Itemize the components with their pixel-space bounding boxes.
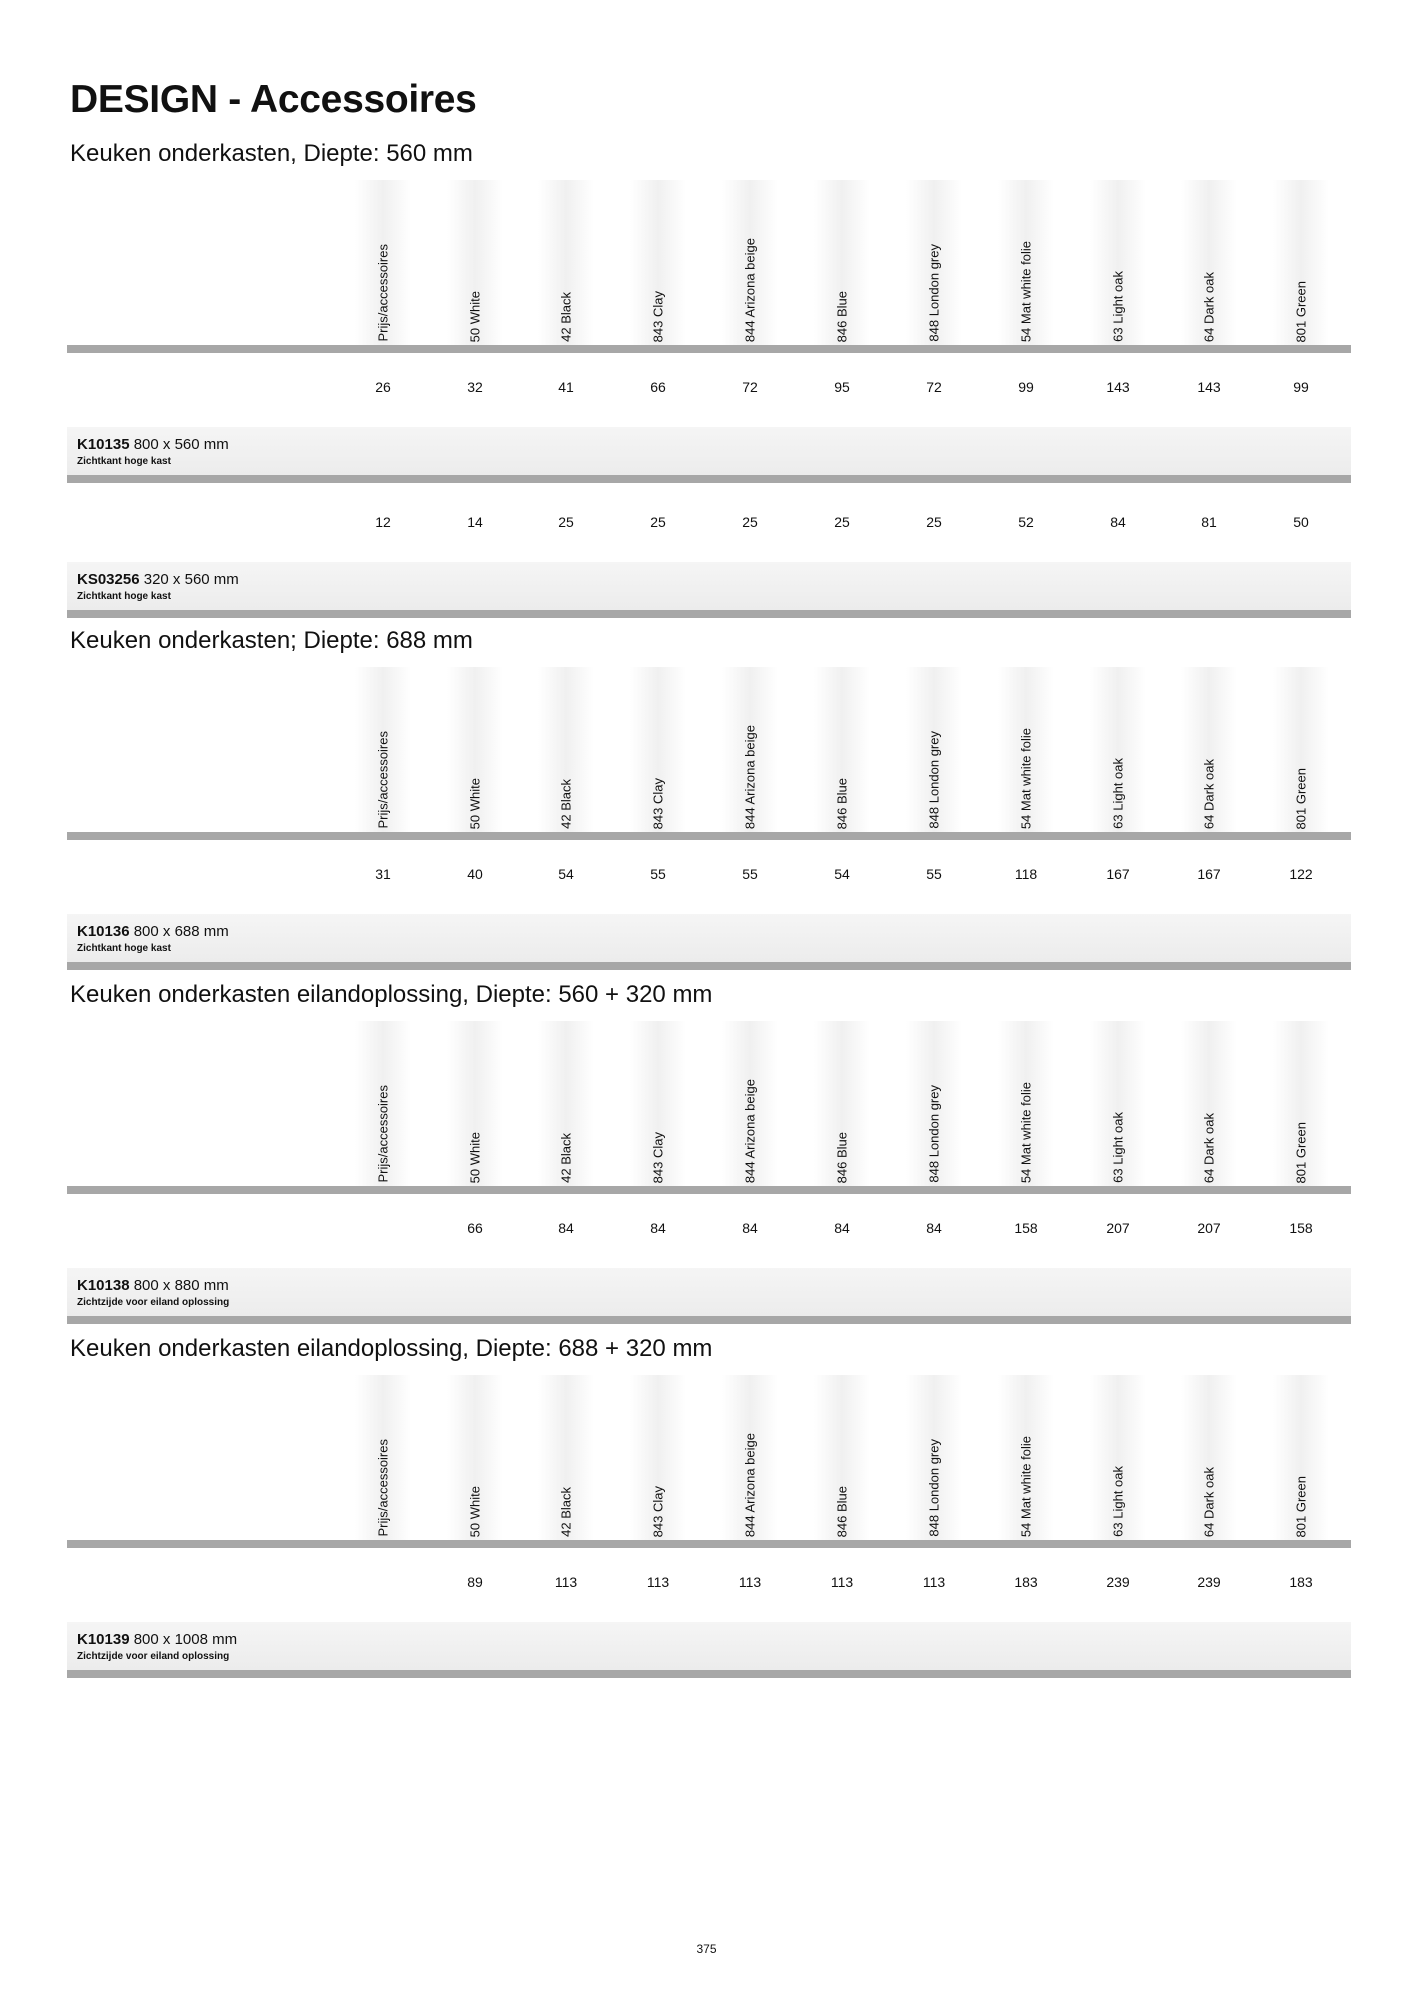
column-label: 848 London grey	[926, 1085, 942, 1183]
column-label: 54 Mat white folie	[1018, 727, 1034, 829]
price-row	[0, 1548, 1413, 1683]
column-header	[998, 1375, 1054, 1543]
column-header	[447, 180, 503, 348]
header-divider	[67, 832, 1351, 840]
column-label: 63 Light oak	[1110, 1112, 1126, 1183]
column-label: 64 Dark oak	[1201, 758, 1217, 829]
price-cell: 99	[1018, 379, 1034, 395]
row-divider	[67, 475, 1351, 483]
price-cell: 99	[1293, 379, 1309, 395]
price-cell: 84	[834, 1220, 850, 1236]
page-number: 375	[696, 1942, 717, 1956]
column-header-row	[0, 667, 1413, 835]
row-divider	[67, 962, 1351, 970]
price-section	[0, 140, 1413, 626]
column-label: 844 Arizona beige	[742, 1432, 758, 1537]
column-label: 843 Clay	[650, 1131, 666, 1183]
column-label: 846 Blue	[834, 290, 850, 342]
price-row	[0, 1194, 1413, 1329]
item-code-line	[77, 923, 229, 940]
column-header	[1273, 667, 1329, 835]
item-code: KS03256	[77, 571, 140, 588]
item-code: K10136	[77, 923, 130, 940]
price-cell: 72	[926, 379, 942, 395]
column-header-row	[0, 1021, 1413, 1189]
column-header	[906, 180, 962, 348]
column-label: 64 Dark oak	[1201, 1112, 1217, 1183]
column-header	[814, 1375, 870, 1543]
price-cell: 84	[742, 1220, 758, 1236]
price-cell: 113	[646, 1574, 670, 1590]
item-code: K10135	[77, 436, 130, 453]
price-cell: 12	[375, 514, 391, 530]
column-header	[355, 1021, 411, 1189]
page-title: DESIGN - Accessoires	[70, 78, 477, 121]
column-header	[998, 667, 1054, 835]
price-cell: 25	[742, 514, 758, 530]
column-label: Prijs/accessoires	[375, 1439, 391, 1537]
column-header	[722, 667, 778, 835]
column-header	[630, 180, 686, 348]
item-code-line	[77, 1277, 229, 1294]
item-size: 800 x 880 mm	[133, 1277, 229, 1294]
section-title: Keuken onderkasten, Diepte: 560 mm	[70, 140, 473, 167]
column-header	[1090, 1375, 1146, 1543]
column-label: 54 Mat white folie	[1018, 240, 1034, 342]
price-cell: 50	[1293, 514, 1309, 530]
section-title: Keuken onderkasten eilandoplossing, Diepte: 560 + 320 mm	[70, 981, 713, 1008]
column-label: 64 Dark oak	[1201, 271, 1217, 342]
price-cell: 14	[467, 514, 483, 530]
price-cell: 183	[1289, 1574, 1313, 1590]
price-cell: 55	[650, 866, 666, 882]
column-label: 50 White	[467, 290, 483, 342]
row-divider	[67, 610, 1351, 618]
price-cell: 84	[1110, 514, 1126, 530]
price-cell: 118	[1014, 866, 1038, 882]
price-row	[0, 840, 1413, 975]
column-header	[355, 180, 411, 348]
price-section	[0, 981, 1413, 1332]
column-header	[538, 1021, 594, 1189]
column-label: 63 Light oak	[1110, 758, 1126, 829]
price-cell: 207	[1106, 1220, 1130, 1236]
column-header	[1181, 1375, 1237, 1543]
column-header	[814, 1021, 870, 1189]
item-code: K10138	[77, 1277, 130, 1294]
column-header-row	[0, 180, 1413, 348]
column-header	[538, 180, 594, 348]
item-code-line	[77, 1631, 237, 1648]
column-header	[722, 1375, 778, 1543]
column-header	[538, 667, 594, 835]
item-band	[67, 914, 1351, 962]
header-divider	[67, 1540, 1351, 1548]
price-cell: 66	[467, 1220, 483, 1236]
column-label: Prijs/accessoires	[375, 1085, 391, 1183]
item-code: K10139	[77, 1631, 130, 1648]
column-label: 42 Black	[558, 292, 574, 342]
row-divider	[67, 1316, 1351, 1324]
item-code-line	[77, 436, 229, 453]
price-cell: 113	[554, 1574, 578, 1590]
price-cell: 55	[742, 866, 758, 882]
column-label: 54 Mat white folie	[1018, 1435, 1034, 1537]
header-divider	[67, 345, 1351, 353]
column-label: 42 Black	[558, 1487, 574, 1537]
item-description: Zichtkant hoge kast	[77, 591, 171, 602]
price-cell: 113	[738, 1574, 762, 1590]
column-label: 844 Arizona beige	[742, 1078, 758, 1183]
column-header	[630, 1375, 686, 1543]
item-description: Zichtkant hoge kast	[77, 943, 171, 954]
column-label: 50 White	[467, 1131, 483, 1183]
price-cell: 143	[1106, 379, 1130, 395]
item-size: 800 x 1008 mm	[133, 1631, 238, 1648]
price-cell: 25	[834, 514, 850, 530]
column-label: 54 Mat white folie	[1018, 1081, 1034, 1183]
column-header	[355, 667, 411, 835]
column-header	[906, 1021, 962, 1189]
column-label: 848 London grey	[926, 1439, 942, 1537]
price-cell: 122	[1289, 866, 1313, 882]
column-label: Prijs/accessoires	[375, 731, 391, 829]
item-size: 320 x 560 mm	[143, 571, 239, 588]
column-label: 843 Clay	[650, 777, 666, 829]
price-cell: 89	[467, 1574, 483, 1590]
price-cell: 95	[834, 379, 850, 395]
column-header	[998, 1021, 1054, 1189]
price-cell: 66	[650, 379, 666, 395]
price-cell: 25	[558, 514, 574, 530]
price-cell: 54	[558, 866, 574, 882]
column-header	[630, 667, 686, 835]
price-cell: 84	[558, 1220, 574, 1236]
column-header	[447, 1021, 503, 1189]
price-cell: 158	[1289, 1220, 1313, 1236]
column-header	[722, 1021, 778, 1189]
price-section	[0, 627, 1413, 978]
item-description: Zichtkant hoge kast	[77, 456, 171, 467]
item-band	[67, 427, 1351, 475]
price-row	[0, 353, 1413, 488]
section-title: Keuken onderkasten eilandoplossing, Diepte: 688 + 320 mm	[70, 1335, 713, 1362]
price-cell: 183	[1014, 1574, 1038, 1590]
column-header	[1090, 667, 1146, 835]
column-header	[1273, 1021, 1329, 1189]
column-label: 846 Blue	[834, 777, 850, 829]
price-row	[0, 488, 1413, 623]
column-header	[906, 1375, 962, 1543]
price-cell: 113	[830, 1574, 854, 1590]
price-cell: 41	[558, 379, 574, 395]
column-label: 64 Dark oak	[1201, 1466, 1217, 1537]
item-band	[67, 1268, 1351, 1316]
price-cell: 25	[650, 514, 666, 530]
price-cell: 239	[1106, 1574, 1130, 1590]
column-header	[814, 180, 870, 348]
column-label: 848 London grey	[926, 244, 942, 342]
column-label: 844 Arizona beige	[742, 237, 758, 342]
price-cell: 207	[1197, 1220, 1221, 1236]
price-cell: 26	[375, 379, 391, 395]
column-header	[538, 1375, 594, 1543]
price-cell: 167	[1106, 866, 1130, 882]
column-label: 801 Green	[1293, 767, 1309, 829]
column-label: 50 White	[467, 1485, 483, 1537]
column-label: 846 Blue	[834, 1131, 850, 1183]
price-cell: 72	[742, 379, 758, 395]
section-title: Keuken onderkasten; Diepte: 688 mm	[70, 627, 473, 654]
column-header	[1181, 667, 1237, 835]
header-divider	[67, 1186, 1351, 1194]
price-cell: 84	[650, 1220, 666, 1236]
price-cell: 54	[834, 866, 850, 882]
price-cell: 167	[1197, 866, 1221, 882]
column-header	[630, 1021, 686, 1189]
column-header	[1181, 180, 1237, 348]
column-label: 843 Clay	[650, 290, 666, 342]
column-header	[814, 667, 870, 835]
item-size: 800 x 688 mm	[133, 923, 229, 940]
price-cell: 52	[1018, 514, 1034, 530]
row-divider	[67, 1670, 1351, 1678]
column-label: 848 London grey	[926, 731, 942, 829]
price-cell: 239	[1197, 1574, 1221, 1590]
column-label: 801 Green	[1293, 1121, 1309, 1183]
column-header	[906, 667, 962, 835]
column-label: 801 Green	[1293, 1475, 1309, 1537]
column-label: 63 Light oak	[1110, 1466, 1126, 1537]
price-cell: 84	[926, 1220, 942, 1236]
column-header	[447, 1375, 503, 1543]
price-cell: 55	[926, 866, 942, 882]
item-band	[67, 1622, 1351, 1670]
column-header	[1273, 180, 1329, 348]
price-cell: 40	[467, 866, 483, 882]
column-header	[1090, 180, 1146, 348]
price-cell: 158	[1014, 1220, 1038, 1236]
price-cell: 113	[922, 1574, 946, 1590]
column-header	[447, 667, 503, 835]
item-description: Zichtzijde voor eiland oplossing	[77, 1651, 230, 1662]
column-header	[1181, 1021, 1237, 1189]
price-section	[0, 1335, 1413, 1686]
column-header	[998, 180, 1054, 348]
column-header	[1090, 1021, 1146, 1189]
column-label: 50 White	[467, 777, 483, 829]
column-label: 42 Black	[558, 1133, 574, 1183]
column-label: 846 Blue	[834, 1485, 850, 1537]
column-label: 801 Green	[1293, 280, 1309, 342]
column-label: 844 Arizona beige	[742, 724, 758, 829]
column-header	[355, 1375, 411, 1543]
column-label: Prijs/accessoires	[375, 244, 391, 342]
price-cell: 31	[375, 866, 391, 882]
item-size: 800 x 560 mm	[133, 436, 229, 453]
price-cell: 143	[1197, 379, 1221, 395]
column-label: 63 Light oak	[1110, 271, 1126, 342]
column-header	[1273, 1375, 1329, 1543]
item-code-line	[77, 571, 239, 588]
price-cell: 81	[1201, 514, 1217, 530]
column-header	[722, 180, 778, 348]
column-label: 42 Black	[558, 779, 574, 829]
column-header-row	[0, 1375, 1413, 1543]
price-cell: 32	[467, 379, 483, 395]
column-label: 843 Clay	[650, 1485, 666, 1537]
item-description: Zichtzijde voor eiland oplossing	[77, 1297, 230, 1308]
price-cell: 25	[926, 514, 942, 530]
item-band	[67, 562, 1351, 610]
